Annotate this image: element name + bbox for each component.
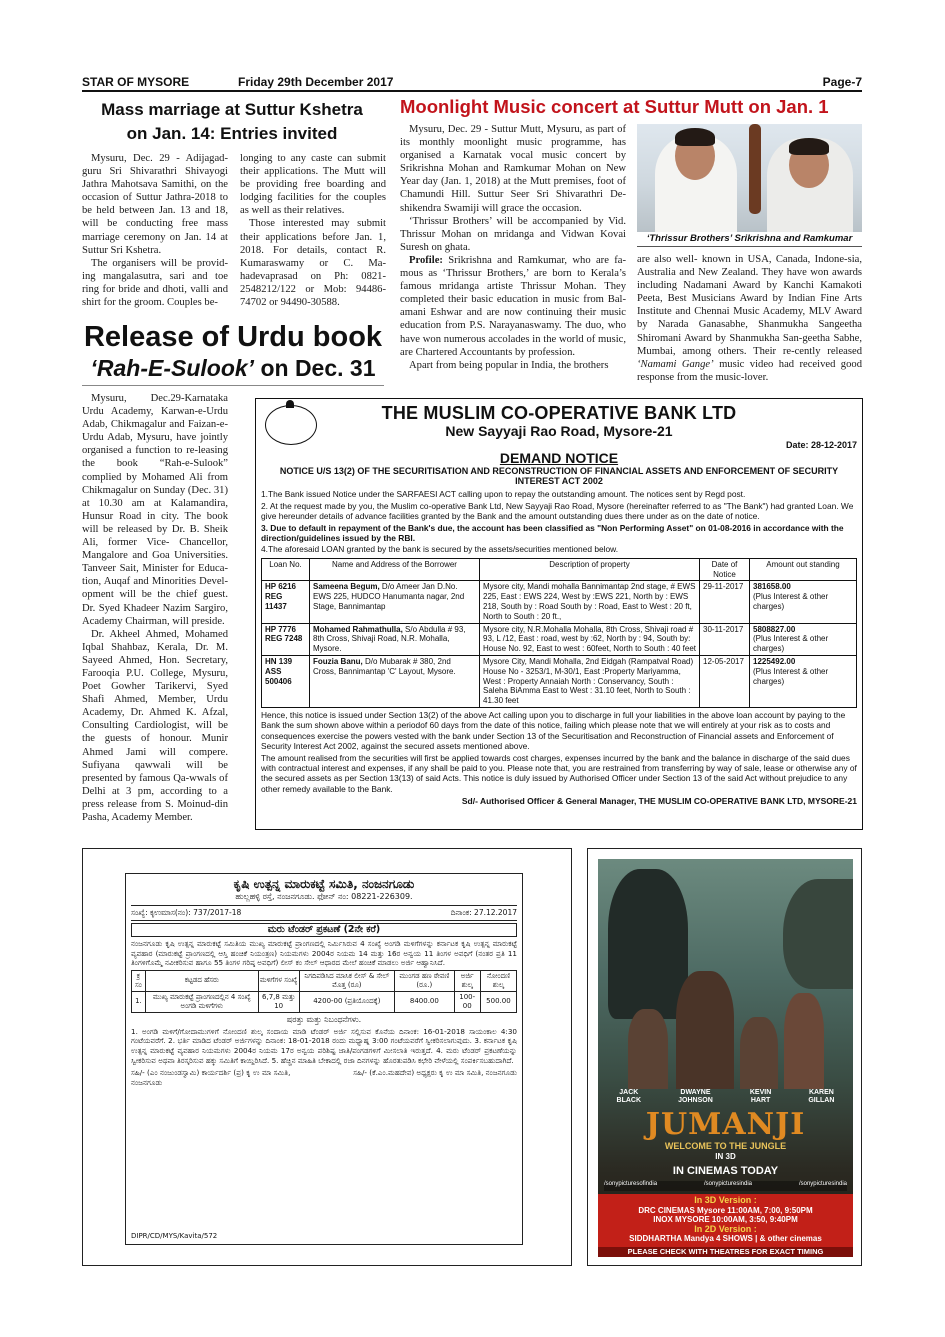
social-handles [604, 1181, 847, 1191]
table-row: HP 6216 REG 11437 Sameena Begum, D/o Ameer Jan D.No. EWS 225, HUDCO Hanumanta nagar, 2nd Stage, Bannimantap Mysore city, Mandi mohalla Bannimantap 2nd stage, # EWS 225, East : EWS 224, West by :EWS 221, North by : EWS 218, South by : Road South by : Road, East to West : 20 ft, North to South : 20 ft., 29-11-2017 381658.00 (Plus Interest & other charges) [262, 581, 857, 623]
ad-table [131, 970, 517, 1013]
twitter-handle: /sonypicturesindia [703, 1181, 753, 1187]
col-property: Description of property [480, 558, 700, 581]
notice-point: 4.The aforesaid LOAN granted by the bank is secured by the assets/securities mentioned below. [261, 544, 619, 555]
paragraph: ‘Thrissur Brothers’ will be accompanied by Vid. Thrissur Mohan on mridanga and Vidwan Kovai Suresh on ghata. [400, 215, 626, 253]
table-row: HN 139 ASS 500406 Fouzia Banu, D/o Mubarak # 380, 2nd Cross, Bannimantap 'C' Layout, Mysore. Mysore City, Mandi Mohalla, 2nd Eidgah (Rampatval Road) House No - 3253/1, M-30/1, East :Property Mariyamma, West : Property Annaiah North : Conservancy, South : Saleha BiAmma East to West : 31.10 feet, North to South : 41.30 feet 12-05-2017 1225492.00 (Plus Interest & other charges) [262, 656, 857, 708]
showtimes-box: In 3D Version : DRC CINEMAS Mysore 11:00AM, 7:00, 9:50PM INOX MYSORE 10:00AM, 3:50, 9:40PM In 2D Version : SIDDHARTHA Mandya 4 SHOWS | & other cinemas [598, 1194, 853, 1257]
facebook-handle: /sonypicturesofindia [604, 1181, 658, 1187]
article-urdu-body [82, 392, 228, 824]
headline-line-1: Release of Urdu book [83, 321, 383, 353]
bank-name: THE MUSLIM CO-OPERATIVE BANK LTD [381, 403, 737, 423]
notice-point: 2. At the request made by you, the Muslim co-operative Bank Ltd, New Sayyaji Rao Road, Mysore (hereinafter referred to as "The Bank") had granted Loan. We give hereunder details of advance facilities granted by the Bank and the amount outstanding dues there under as on the date of notice. [261, 500, 854, 522]
article-marriage-col1 [82, 152, 228, 309]
movie-ad [587, 848, 862, 1266]
table-row: HP 7776 REG 7248 Mohamed Rahmathulla, S/o Abdulla # 93, 8th Cross, Shivaji Road, N.R. Mohalla, Mysore. Mysore city, N.R.Mohalla Mohalla, 8th Cross, Shivaji road # 93, L /12, East : road, west by :62, North by : 94, South by: House No. 92, East to west : 60feet, North to South : 40 feet 30-11-2017 5808827.00 (Plus Interest & other charges) [262, 623, 857, 655]
notice-paragraph: The amount realised from the securities will first be applied towards cost charges, expenses incurred by the bank and the balance in discharge of the said dues with contractual interest and expenses, if any shall be paid to you. Please note that, you are restrained from transferring by way of sale, lease or otherwise any of the secured assets as per Section 13(13) of said Acts. This notice is duly issued by Authorised Officer under Section 13 of the said Act without prejudice to any other remedy available to the Bank. [261, 752, 857, 794]
notice-point: 3. Due to default in repayment of the Bank's due, the account has been classified as "Non Performing Asset" on 01-08-2016 in accordance with the direction/guidelines issued by the RBI. [261, 522, 844, 544]
table-header-row: ಕ್ರ ಸಂ ಕಟ್ಟಡದ ಹೆಸರು ಮಳಿಗೆಗಳ ಸಂಖ್ಯೆ ನಿಗದಿಪಡಿಸಿದ ಮಾಸಿಕ ಲೀಸ್ & ಸೇಲ್ ಮೊತ್ತ (ರೂ) ಮುಂಗಡ ಹಣ ಠೇವಣಿ (ರೂ.) ಅರ್ಜಿ ಶುಲ್ಕ ನೋಂದಣಿ ಶುಲ್ಕ [132, 970, 517, 991]
ad-title: ಕೃಷಿ ಉತ್ಪನ್ನ ಮಾರುಕಟ್ಟೆ ಸಮಿತಿ, ನಂಜನಗೂಡು [233, 877, 415, 891]
article-marriage-headline [82, 98, 382, 146]
divider [82, 385, 384, 386]
thrissur-brothers-photo [637, 124, 862, 232]
page-number: Page-7 [822, 75, 862, 89]
notice-signature: Sd/- Authorised Officer & General Manager, THE MUSLIM CO-OPERATIVE BANK LTD, MYSORE-21 [461, 796, 857, 807]
article-music-headline: Moonlight Music concert at Suttur Mutt on Jan. 1 [400, 96, 829, 117]
release-text: IN CINEMAS TODAY [672, 1165, 779, 1177]
check-timing-note: PLEASE CHECK WITH THEATRES FOR EXACT TIMING [598, 1247, 853, 1257]
col-loan-no: Loan No. [262, 558, 310, 581]
ad-signatures [131, 1068, 517, 1088]
video-title: ‘Namami Gange’ [637, 358, 714, 370]
article-marriage-col2 [240, 152, 386, 309]
tanpura-instrument [749, 124, 761, 214]
table-header-row [262, 558, 857, 581]
youtube-handle: /sonypicturesindia [798, 1181, 847, 1187]
paragraph: are also well- known in USA, Canada, Indone-sia, Australia and New Zealand. They have won awards including Nadamani Award by Kanchi Kamakoti Peeta, Best Musicians Award by Indian Fine Arts Institute and Chennai Music Academy, MLV Award by Narada Ganasabhe, Shanmukha Sangeetha Shiromani Award by Shanmukha San-geetha Sabhe, Mumbai, among others. Their re-cently released ‘Namami Gange’ music video had received good response from the music-lover. [637, 254, 862, 383]
ad-dipr-code: DIPR/CD/MYS/Kavita/572 [131, 1232, 218, 1240]
kannada-tender-notice [125, 873, 523, 1245]
col-amount: Amount out standing [750, 558, 857, 581]
notice-point: 1.The Bank issued Notice under the SARFAESI ACT calling upon to repay the outstanding amount. The notices sent by Regd post. [261, 489, 746, 500]
notice-subheading: NOTICE U/S 13(2) OF THE SECURITISATION AND RECONSTRUCTION OF FINANCIAL ASSETS AND ENFORCEMENT OF SECURITY INTEREST ACT 2002 [279, 466, 839, 487]
movie-subtitle: WELCOME TO THE JUNGLE [664, 1141, 787, 1151]
page-header [82, 74, 862, 92]
paragraph: Those interested may submit their applications before Jan. 1, 2018. For details, contact R. Kumaraswamy or C. Ma-hadevaprasad on Ph: 0821-2548212/122 or Mob: 94486-74702 or 94490-30588. [240, 218, 386, 309]
issue-date: Friday 29th December 2017 [238, 75, 394, 89]
profile-label: Profile: [409, 254, 443, 266]
ad-date: ದಿನಾಂಕ: 27.12.2017 [450, 908, 517, 917]
headline-line-2 [82, 354, 384, 382]
movie-title: JUMANJI [645, 1107, 806, 1142]
headline-line-2: on Jan. 14: Entries invited [126, 124, 338, 143]
article-music-col2 [637, 253, 862, 384]
ad-sign-right: ಸಹಿ/- (ಕೆ.ಎಂ.ಮಹದೇವ) ಅಧ್ಯಕ್ಷರು ಕೃ ಉ ಮಾ ಸಮಿತಿ, ನಂಜನಗೂಡು [353, 1068, 517, 1078]
cast-figures [628, 969, 828, 1089]
article-urdu-headline [82, 321, 384, 382]
ad-reference: ಸಂಖ್ಯೆ: ಕೃಉಮಾಸ(ನಂ): 737/2017-18 [131, 908, 242, 917]
bank-logo-icon [265, 405, 317, 445]
cast-names: JACK BLACK DWAYNE JOHNSON KEVIN HART KAREN GILLAN [616, 1089, 835, 1104]
ad-sign-left: ಸಹಿ/- (ಎಂ ನಂಜುಂಡಸ್ವಾಮಿ) ಕಾರ್ಯದರ್ಶಿ (ಪ್ರ) ಕೃ ಉ ಮಾ ಸಮಿತಿ, ನಂಜನಗೂಡು [131, 1068, 291, 1088]
bank-address: New Sayyaji Rao Road, Mysore-21 [445, 423, 673, 439]
notice-paragraph: Hence, this notice is issued under Section 13(2) of the above Act calling upon you to discharge in full your liabilities in the above loan account by paying to the Bank the sum shown above within a periodof 60 days from the date of this notice, failing which please note that we will entirely at your risk as to costs and consequences exercise the powers vested with the bank under Section 13 of the Securitisation and Reconstruction of Financial assets and Enforcement of Security Interest Act 2002, against the secured assets mentioned above. [261, 710, 846, 752]
paragraph: The organisers will be provid-ing mangalasutra, sari and toe ring for bride and dhoti, valli and shirt for the groom. Couples be- [82, 257, 228, 309]
article-music-col1 [400, 123, 626, 372]
loan-table [261, 558, 857, 708]
ad-conditions: 1. ಅಂಗಡಿ ಮಳಿಗೆ/ಗೋದಾಮುಗಳಿಗೆ ನೋಂದಣಿ ಶುಲ್ಕ ಸಂದಾಯ ಮಾಡಿ ಟೆಂಡರ್ ಅರ್ಜಿ ಸಲ್ಲಿಸುವ ಕೊನೆಯ ದಿನಾಂಕ: 16-01-2018 ಸಾಯಂಕಾಲ 4:30 ಗಂಟೆಯವರೆಗೆ. 2. ಭರ್ತಿ ಮಾಡಿದ ಟೆಂಡರ್ ಅರ್ಜಿಗಳನ್ನು ದಿನಾಂಕ: 18-01-2018 ರಂದು ಮಧ್ಯಾಹ್ನ 3:00 ಗಂಟೆಯವರೆಗೆ ಸ್ವೀಕರಿಸಲಾಗುವುದು. 3. ಕರ್ನಾಟಕ ಕೃಷಿ ಉತ್ಪನ್ನ ಮಾರುಕಟ್ಟೆ ವ್ಯವಹಾರ ನಿಯಮಗಳು 2004ರ ನಿಯಮ 17ರ ಅನ್ವಯ ಪರಿಶಿಷ್ಟ ಜಾತಿ/ಪಂಗಡಗಳಿಗೆ ಮೀಸಲಾತಿ ಇರುತ್ತದೆ. 4. ಮರು ಟೆಂಡರ್ ಪ್ರಕಟಣೆಯನ್ನು ಸ್ವೀಕರಿಸುವ ಅಥವಾ ತಿರಸ್ಕರಿಸುವ ಹಕ್ಕು ಸಮಿತಿಗೆ ಕಾಯ್ದಿರಿಸಿದೆ. 5. ಹೆಚ್ಚಿನ ಮಾಹಿತಿ ಬೇಕಾದಲ್ಲಿ ರಜಾ ದಿನಗಳನ್ನು ಹೊರತುಪಡಿಸಿ ಕಛೇರಿ ವೇಳೆಯಲ್ಲಿ ಸಂಪರ್ಕಿಸಬಹುದಾಗಿದೆ. [131, 1026, 517, 1065]
table-row: 1. ಮುಖ್ಯ ಮಾರುಕಟ್ಟೆ ಪ್ರಾಂಗಣದಲ್ಲಿನ 4 ಸಂಖ್ಯೆ ಅಂಗಡಿ ಮಳಿಗೆಗಳು 6,7,8 ಮತ್ತು 10 4200-00 (ಪ್ರತಿಯೊಂದಕ್ಕೆ) 8400.00 100-00 500.00 [132, 991, 517, 1012]
book-title: ‘Rah-E-Sulook’ [90, 355, 255, 381]
bank-demand-notice [255, 398, 863, 830]
photo-caption: ‘Thrissur Brothers’ Srikrishna and Ramkumar [637, 233, 862, 247]
ad-tender-bar: ಮರು ಟೆಂಡರ್ ಪ್ರಕಟಣೆ (2ನೇ ಕರೆ) [131, 923, 517, 937]
paragraph: Mysuru, Dec.29-Karnataka Urdu Academy, Karwan-e-Urdu Adab, Chikmagalur and Faizan-e-Urdu Adab, Mysuru, have jointly organised a function to re-leasing the book “Rah-e-Sulook” complied by Mohamed Ali from Chikmagalur on Sunday (Dec. 31) at 10.30 am at Kalamandira, Hunsur Road in city. The book will be released by Dr. B. Sheik Ali, former Vice- Chancellor, Mangalore and Goa Universities. Tanveer Sait, Minister for Educa-tion, Auqaf and Minorities Devel-opment will be the chief guest. Dr. Syed Khadeer Nazim Sargiro, Academy Chairman, will preside. [82, 393, 228, 627]
paragraph: Apart from being popular in India, the brothers [409, 359, 609, 371]
paragraph: Dr. Akheel Ahmed, Mohamed Iqbal Shahbaz, Kerala, Dr. M. Sayeed Ahmed, Hon. Secretary, Farooqia P.U. College, Mysuru, Poet Gowher Tarikervi, Syed Shafi Ahmed, Member, Urdu Academy, Dr. Ahmed K. Afzal, Consulting Cardiologist, will be the guests of honour. Munir Ahmed Jami will compere. Sufiyana qawwali will be presented by famous Qa-wwals of Delhi at 3 pm, according to a press release from S. Moinud-din Pasha, Academy Member. [82, 628, 228, 823]
paragraph: Mysuru, Dec. 29 - Adijagad-guru Sri Shivarathri Shivayogi Jathra Mahotsava Samithi, on the occasion of Suttur Jathra-2018 to be held between Jan. 13 and 18, will be conducting free mass marriage ceremony on Jan. 14 at Suttur Sri Kshetra. [82, 153, 228, 256]
col-borrower: Name and Address of the Borrower [310, 558, 480, 581]
profile-text: Srikrishna and Ramkumar, who are fa-mous as ‘Thrissur Brothers,’ are born to Kerala’s famous mridanga artiste Thrissur Mohan. They completed their basic education in music from Bal-amani Eshwar and are now continuing their music education from P.S. Narayanaswamy. The duo, who have won numerous accolades in the world of music, are Chartered Accountants by profession. [400, 254, 626, 358]
paragraph [400, 254, 626, 359]
paragraph: longing to any caste can submit their applications. The Mutt will be providing free boarding and lodging facilities for the couples as well as their relatives. [240, 153, 386, 217]
ad-intro: ನಂಜನಗೂಡು ಕೃಷಿ ಉತ್ಪನ್ನ ಮಾರುಕಟ್ಟೆ ಸಮಿತಿಯ ಮುಖ್ಯ ಮಾರುಕಟ್ಟೆ ಪ್ರಾಂಗಣದಲ್ಲಿ ನಿರ್ಮಿಸಿರುವ 4 ಸಂಖ್ಯೆ ಅಂಗಡಿ ಮಳಿಗೆಗಳನ್ನು ಕರ್ನಾಟಕ ಕೃಷಿ ಉತ್ಪನ್ನ ಮಾರುಕಟ್ಟೆ ವ್ಯವಹಾರ (ಮಾರುಕಟ್ಟೆ ಪ್ರಾಂಗಣದಲ್ಲಿ ಆಸ್ತಿ ಹಂಚಿಕೆ ನಿಯಂತ್ರಣ) ನಿಯಮಗಳು 2004ರ ನಿಯಮ 14 ಮತ್ತು 16ರ ಅನ್ವಯ 11 ತಿಂಗಳ ಅವಧಿಗೆ (ನಂತರ ಪ್ರತಿ 11 ತಿಂಗಳಿಗೊಮ್ಮೆ ನವೀಕರಿಸುವ ಹಾಗೂ 55 ತಿಂಗಳ ಗರಿಷ್ಠ ಅವಧಿಗೆ) ಲೀಸ್ ಕಂ ಸೇಲ್ ಆಧಾರದ ಮೇಲೆ ಹಂಚಿಕೆ ಮಾಡಲು ಅರ್ಜಿ ಆಹ್ವಾನಿಸಿದೆ. [131, 939, 517, 968]
notice-date: Date: 28-12-2017 [785, 440, 857, 450]
notice-heading: DEMAND NOTICE [499, 450, 619, 467]
movie-format: IN 3D [715, 1152, 736, 1161]
headline-rest: on Dec. 31 [254, 355, 376, 381]
publication-name: STAR OF MYSORE [82, 75, 190, 89]
jumanji-poster [598, 859, 853, 1257]
ad-reference-row [131, 906, 517, 921]
ad-subtitle: ಹುಲ್ಲಹಳ್ಳಿ ರಸ್ತೆ, ನಂಜನಗೂಡು. ಫೋನ್ ನಂ: 08221-226309. [131, 892, 517, 906]
ad-conditions-title: ಷರತ್ತು ಮತ್ತು ನಿಬಂಧನೆಗಳು. [286, 1014, 362, 1024]
col-notice-date: Date of Notice [700, 558, 750, 581]
headline-line-1: Mass marriage at Suttur Kshetra [101, 100, 363, 119]
paragraph: Mysuru, Dec. 29 - Suttur Mutt, Mysuru, as part of its monthly moonlight music programme, has organised a Karnatak vocal music concert by Srikrishna Mohan and Ramkumar Mohan on New Year day (Jan. 1, 2018) at the Mutt premises, foot of Chamundi Hill. Suttur Seer Sri Shivarathri De-shikendra Swamiji will grace the occasion. [400, 124, 626, 214]
